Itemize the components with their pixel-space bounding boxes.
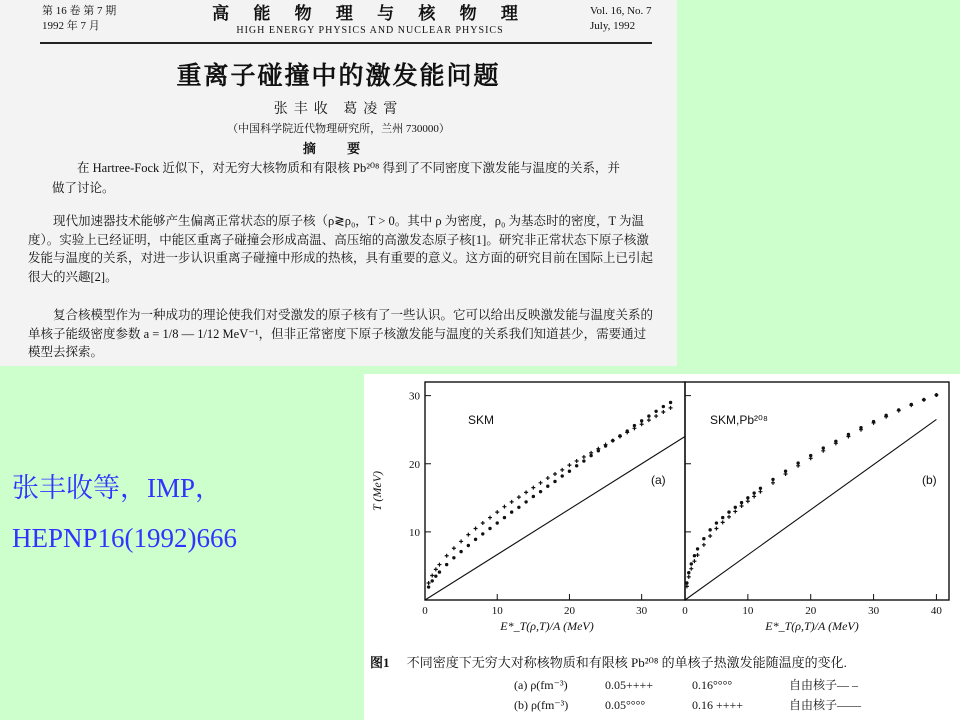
panel-a-circle-marker [496,521,499,524]
panel-a-x-tick-label: 0 [422,605,428,617]
panel-a-circle-marker [467,544,470,547]
panel-a-circle-marker [561,474,564,477]
panel-a-x-tick-label: 10 [491,605,503,617]
panel-a-frame [425,382,685,600]
panel-a-plus-marker [437,563,441,567]
panel-b-plus-marker [922,398,926,402]
panel-a-circle-marker [618,434,621,437]
panel-a-circle-marker [510,510,513,513]
paper-title: 重离子碰撞中的激发能问题 [176,63,501,90]
header-right [590,4,652,34]
panel-b-plus-marker [771,481,775,485]
figure-chart [364,374,960,654]
panel-b-plus-marker [733,509,737,513]
legend-b-value-2: 0.16 ++++ [692,698,744,712]
panel-b-x-tick-label: 30 [868,605,880,617]
panel-a-plus-marker [445,554,449,558]
panel-a-circle-marker [611,439,614,442]
panel-b-plus-marker [784,472,788,476]
panel-a-plus-marker [466,533,470,537]
panel-a-circle-marker [488,527,491,530]
panel-b-plus-marker [740,504,744,508]
panel-b-plus-marker [702,543,706,547]
panel-a-plus-marker [427,581,431,585]
panel-b-x-tick-label: 10 [742,605,754,617]
panel-a-circle-marker [546,485,549,488]
panel-b-plus-marker [708,534,712,538]
paper-scan [0,0,677,366]
panel-b-circle-marker [740,501,743,504]
panel-a-circle-marker [434,574,437,577]
panel-b-plus-marker [746,499,750,503]
panel-a-circle-marker [452,556,455,559]
panel-a-circle-marker [474,538,477,541]
header-rule [40,42,652,44]
panel-a-label: (a) [651,473,666,487]
panel-a-circle-marker [517,506,520,509]
panel-a-plus-marker [669,406,673,410]
journal-name-cn: 高 能 物 理 与 核 物 理 [212,4,528,23]
figure-caption [370,652,847,671]
panel-a-circle-marker [654,410,657,413]
panel-a-circle-marker [597,449,600,452]
legend-row-b [514,696,861,713]
panel-b-circle-marker [721,516,724,519]
legend-a-free: 自由核子— – [789,678,859,692]
panel-b-plus-marker [758,490,762,494]
panel-a-plus-marker [502,505,506,509]
header-left [42,4,116,34]
panel-b-x-tick-label: 0 [682,605,688,617]
legend-a-value-2: 0.16°°°° [692,678,733,692]
panel-a-circle-marker [662,405,665,408]
panel-a-circle-marker [568,470,571,473]
panel-a-plus-marker [452,546,456,550]
panel-b-circle-marker [727,510,730,513]
body-paragraph-2: 复合核模型作为一种成功的理论使我们对受激发的原子核有了一些认识。它可以给出反映激发能与温度关系的单核子能级密度参数 a = 1/8 — 1/12 MeV⁻¹，但非正常密度下原子核激发能与温度的关系我们知道甚少，需要通过模型去探索。 [28,308,654,359]
legend-a-value-1: 0.05++++ [605,678,654,692]
abstract-heading: 摘 要 [302,141,375,156]
panel-b-x-tick-label: 40 [930,605,942,617]
panel-a-x-tick-label: 20 [563,605,575,617]
panel-b-circle-marker [696,547,699,550]
panel-a-circle-marker [524,500,527,503]
panel-b-plus-marker [721,520,725,524]
panel-a-circle-marker [438,570,441,573]
panel-b-plus-marker [934,393,938,397]
panel-a-plus-marker [582,455,586,459]
panel-a-x-tick-label: 30 [636,605,648,617]
panel-a-plus-marker [560,468,564,472]
panel-a-plus-marker [488,516,492,520]
panel-a-circle-marker [669,401,672,404]
panel-a-plus-marker [531,486,535,490]
panel-a-plus-marker [430,573,434,577]
panel-a-circle-marker [459,550,462,553]
panel-b-circle-marker [685,581,688,584]
panel-b-plus-marker [696,553,700,557]
citation-line-2: HEPNP16(1992)666 [12,523,238,553]
panel-b-plus-marker [714,526,718,530]
panel-a-plus-marker [459,539,463,543]
panel-a-circle-marker [481,532,484,535]
panel-a-plus-marker [661,410,665,414]
panel-b-circle-marker [746,496,749,499]
panel-b-plus-marker [796,464,800,468]
panel-b-circle-marker [690,562,693,565]
panel-b-plus-marker [727,515,731,519]
date-en: July, 1992 [590,20,636,32]
panel-a-y-tick-label: 20 [409,458,420,471]
panel-b-plus-marker [687,575,691,579]
panel-a-circle-marker [633,424,636,427]
panel-b-plus-marker [809,456,813,460]
panel-b-circle-marker [708,528,711,531]
panel-b-plus-marker [821,449,825,453]
panel-a-circle-marker [503,516,506,519]
panel-a-circle-marker [553,480,556,483]
panel-b-x-tick-label: 20 [805,605,817,617]
panel-a-plus-marker [481,521,485,525]
panel-a-plus-marker [539,481,543,485]
figure-number: 图1 [370,655,390,670]
panel-b-free-nucleon-line [685,419,936,600]
panel-b-plus-marker [689,567,693,571]
citation-line-1: 张丰收等，IMP， [12,473,223,503]
panel-a-plus-marker [517,495,521,499]
date-cn: 1992 年 7 月 [42,20,100,32]
volume-en: Vol. 16, No. 7 [590,5,652,17]
panel-b-x-axis-label: E*_T(ρ,T)/A (MeV) [765,619,859,633]
panel-b-circle-marker [759,487,762,490]
figure-panel [364,374,960,720]
panel-a-circle-marker [427,585,430,588]
abstract-text: 在 Hartree-Fock 近似下，对无穷大核物质和有限核 Pb²⁰⁸ 得到了不同密度下激发能与温度的关系，并做了讨论。 [52,161,620,195]
panel-b-title: SKM,Pb²⁰⁸ [710,413,768,427]
panel-a-plus-marker [575,459,579,463]
figure-caption-text: 不同密度下无穷大对称核物质和有限核 Pb²⁰⁸ 的单核子热激发能随温度的变化. [406,655,847,670]
panel-a-plus-marker [474,526,478,530]
panel-a-circle-marker [582,459,585,462]
panel-a-plus-marker [553,472,557,476]
panel-b-plus-marker [692,559,696,563]
panel-a-plus-marker [654,414,658,418]
panel-a-circle-marker [539,490,542,493]
panel-a-circle-marker [445,563,448,566]
panel-a-circle-marker [431,579,434,582]
panel-a-circle-marker [640,419,643,422]
panel-a-plus-marker [524,490,528,494]
legend-row-a [514,676,858,693]
body-paragraph-1: 现代加速器技术能够产生偏离正常状态的原子核（ρ≷ρ₀，T > 0。其中 ρ 为密度，ρ₀ 为基态时的密度，T 为温度）。实验上已经证明，中能区重离子碰撞会形成高温、高压缩的高激发态原子核[1]。研究非正常状态下原子核激发能与温度的关系，对进一步认识重离子碰撞中形成的热核，具有重要的意义。这方面的研究目前在国际上已引起很大的兴趣[2]。 [28,214,654,284]
panel-a-x-axis-label: E*_T(ρ,T)/A (MeV) [500,619,594,633]
panel-a-free-nucleon-line [425,437,685,601]
panel-a-title: SKM [468,413,495,427]
panel-a-circle-marker [604,444,607,447]
panel-a-plus-marker [647,418,651,422]
panel-a-circle-marker [589,454,592,457]
legend-a-label: (a) ρ(fm⁻³) [514,678,568,692]
panel-a-plus-marker [510,500,514,504]
panel-b-circle-marker [734,506,737,509]
panel-b-circle-marker [702,537,705,540]
legend-b-value-1: 0.05°°°° [605,698,646,712]
panel-a-circle-marker [532,495,535,498]
legend-b-label: (b) ρ(fm⁻³) [514,698,569,712]
panel-a-plus-marker [434,567,438,571]
panel-b-circle-marker [752,491,755,494]
panel-a-circle-marker [626,429,629,432]
panel-a-y-axis-label: T (MeV) [370,470,384,512]
panel-b-circle-marker [687,571,690,574]
panel-b-label: (b) [922,473,937,487]
panel-a-y-tick-label: 30 [409,390,420,403]
panel-a-plus-marker [640,422,644,426]
panel-b-circle-marker [771,478,774,481]
legend-b-free: 自由核子—— [789,698,862,712]
paper-authors: 张丰收 葛凌霄 [273,102,404,117]
panel-a-circle-marker [575,464,578,467]
panel-a-circle-marker [647,414,650,417]
panel-a-plus-marker [546,476,550,480]
panel-a-y-tick-label: 10 [409,526,420,539]
header-center [170,4,570,37]
panel-b-plus-marker [752,494,756,498]
journal-name-en: HIGH ENERGY PHYSICS AND NUCLEAR PHYSICS [236,25,504,36]
volume-cn: 第 16 卷 第 7 期 [42,5,117,17]
panel-b-circle-marker [715,521,718,524]
panel-a-plus-marker [567,463,571,467]
paper-affiliation: （中国科学院近代物理研究所，兰州 730000） [227,123,450,135]
panel-a-plus-marker [495,510,499,514]
